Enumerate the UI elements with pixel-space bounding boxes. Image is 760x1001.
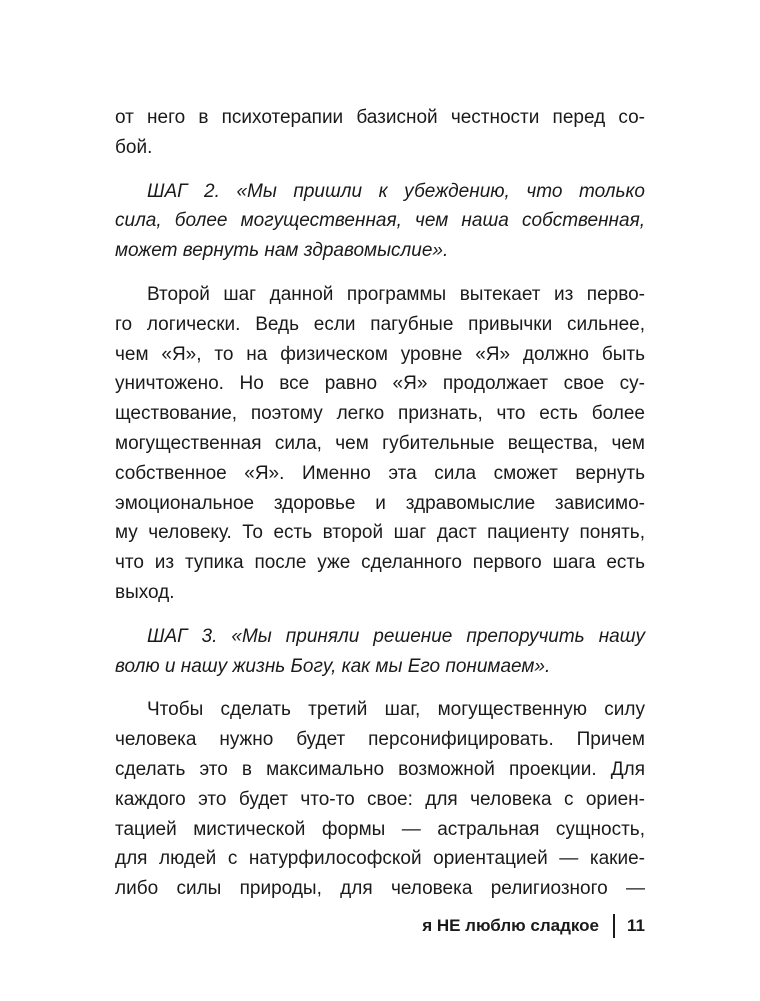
- text-line: либо силы природы, для человека религиозного —: [115, 878, 645, 900]
- text-line: от него в психотерапии базисной честности перед со-: [115, 107, 645, 128]
- text-line: сделать это в максимально возможной проекции. Для: [115, 758, 645, 780]
- footer-separator: [613, 914, 615, 938]
- step-3-heading: [115, 622, 645, 682]
- text-line: для людей с натурфилософской ориентацией — какие-: [115, 848, 645, 870]
- text-line: собственное «Я». Именно эта сила сможет вернуть: [115, 462, 645, 484]
- text-line: человека нужно будет персонифицировать. Причем: [115, 729, 645, 751]
- text-line: уничтожено. Но все равно «Я» продолжает свое су-: [115, 373, 645, 395]
- text-line: ШАГ 2. «Мы пришли к убеждению, что только: [147, 180, 645, 202]
- text-line: ществование, поэтому легко признать, что есть более: [115, 403, 645, 425]
- text-line: Чтобы сделать третий шаг, могущественную силу: [147, 699, 645, 721]
- paragraph-continuation: [115, 103, 645, 163]
- book-title: я НЕ люблю сладкое: [422, 916, 600, 935]
- text-line: му человеку. То есть второй шаг даст пациенту понять,: [115, 522, 645, 544]
- text-line: сила, более могущественная, чем наша собственная,: [115, 210, 645, 232]
- page-body: [115, 103, 645, 904]
- paragraph-step-2-explanation: [115, 280, 645, 608]
- page-number: 11: [627, 916, 645, 935]
- text-line: Второй шаг данной программы вытекает из перво-: [147, 283, 645, 305]
- text-line: бой.: [115, 136, 153, 158]
- text-line: может вернуть нам здравомыслие».: [115, 240, 449, 262]
- text-line: каждого это будет что-то свое: для человека с ориен-: [115, 788, 645, 810]
- text-line: ШАГ 3. «Мы приняли решение препоручить нашу: [147, 625, 645, 647]
- text-line: эмоциональное здоровье и здравомыслие зависимо-: [115, 492, 645, 514]
- text-line: чем «Я», то на физическом уровне «Я» должно быть: [115, 343, 645, 365]
- step-2-heading: [115, 177, 645, 266]
- text-line: тацией мистической формы — астральная сущность,: [115, 818, 645, 840]
- text-line: го логически. Ведь если пагубные привычки сильнее,: [115, 313, 645, 335]
- text-line: волю и нашу жизнь Богу, как мы Его понимаем».: [115, 655, 551, 677]
- text-line: выход.: [115, 581, 175, 603]
- running-footer: [300, 911, 645, 941]
- text-line: могущественная сила, чем губительные вещества, чем: [115, 432, 645, 454]
- text-line: что из тупика после уже сделанного первого шага есть: [115, 552, 645, 574]
- paragraph-step-3-explanation: [115, 695, 645, 904]
